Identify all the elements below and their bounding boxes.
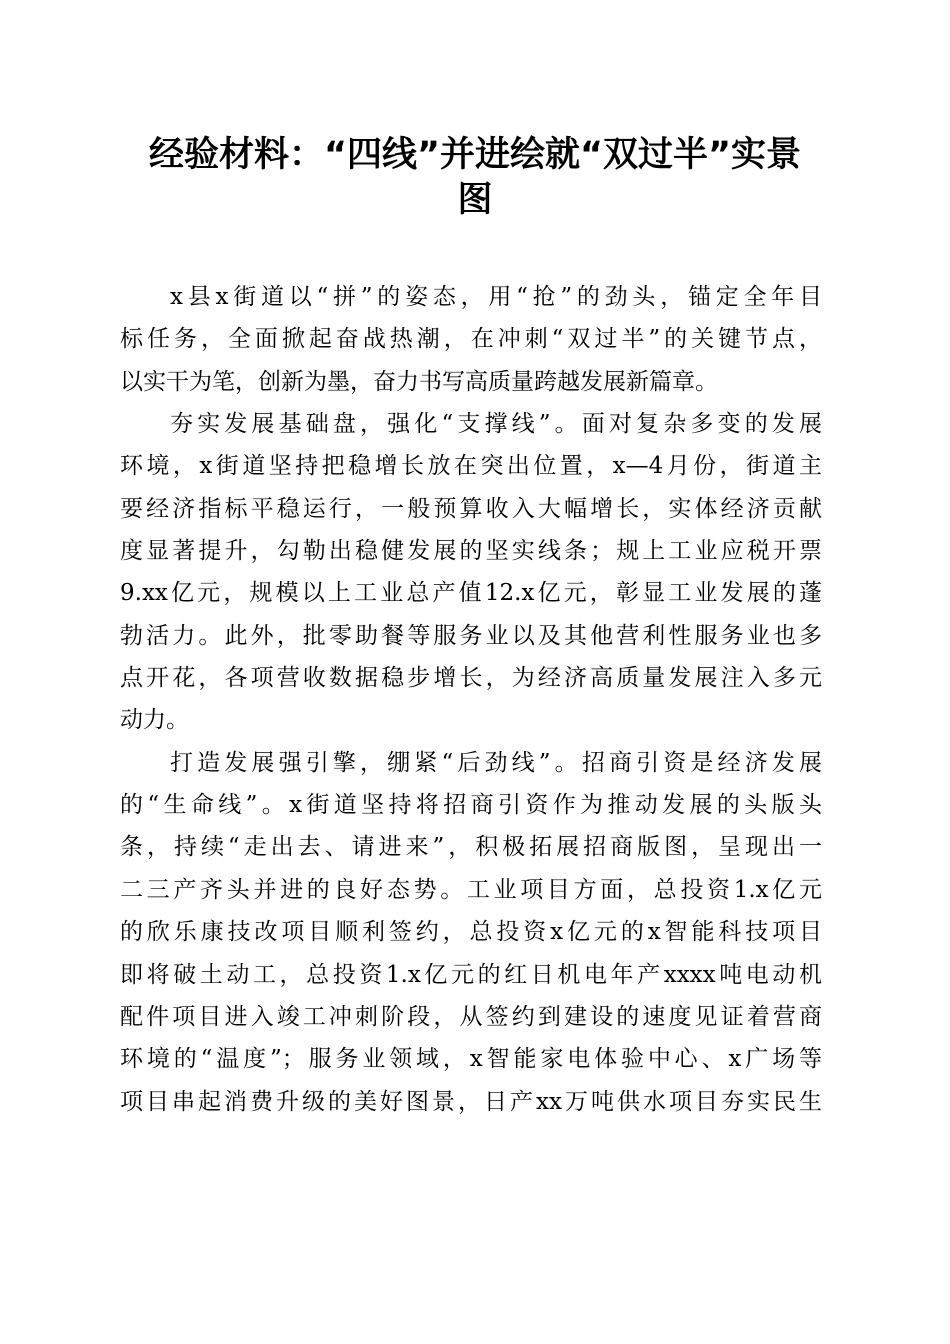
title-line: 图	[457, 180, 493, 220]
text-line: 夯实发展基础盘，强化“支撑线”。面对复杂多变的发展	[170, 411, 822, 438]
document-body	[120, 276, 822, 1123]
text-line: 项目串起消费升级的美好图景，日产xx万吨供水项目夯实民生	[120, 1088, 822, 1115]
text-line: 以实干为笔，创新为墨，奋力书写高质量跨越发展新篇章。	[120, 368, 718, 395]
text-line: 9.xx亿元，规模以上工业总产值12.x亿元，彰显工业发展的蓬	[120, 580, 822, 607]
text-line: 即将破土动工，总投资1.x亿元的红日机电年产xxxx吨电动机	[120, 961, 822, 988]
text-line: 的“生命线”。x街道坚持将招商引资作为推动发展的头版头	[120, 792, 822, 819]
text-line: 勃活力。此外，批零助餐等服务业以及其他营利性服务业也多	[120, 622, 822, 649]
text-line: 环境的“温度”；服务业领域，x智能家电体验中心、x广场等	[120, 1046, 822, 1073]
title-line: 经验材料：“四线”并进绘就“双过半”实景	[148, 135, 801, 175]
document-title	[100, 133, 850, 223]
text-line: 配件项目进入竣工冲刺阶段，从签约到建设的速度见证着营商	[120, 1003, 822, 1030]
text-line: 要经济指标平稳运行，一般预算收入大幅增长，实体经济贡献	[120, 495, 822, 522]
text-line: 二三产齐头并进的良好态势。工业项目方面，总投资1.x亿元	[120, 876, 822, 903]
paragraph-intro	[120, 276, 822, 403]
text-line: 点开花，各项营收数据稳步增长，为经济高质量发展注入多元	[120, 665, 822, 692]
text-line: 环境，x街道坚持把稳增长放在突出位置，x—4月份，街道主	[120, 453, 822, 480]
paragraph-momentum-line	[120, 742, 822, 1123]
text-line: x县x街道以“拼”的姿态，用“抢”的劲头，锚定全年目	[170, 284, 822, 310]
text-line: 度显著提升，勾勒出稳健发展的坚实线条；规上工业应税开票	[120, 538, 822, 565]
paragraph-support-line	[120, 403, 822, 742]
text-line: 动力。	[120, 707, 189, 734]
text-line: 标任务，全面掀起奋战热潮，在冲刺“双过半”的关键节点，	[120, 326, 822, 353]
text-line: 打造发展强引擎，绷紧“后劲线”。招商引资是经济发展	[170, 749, 822, 776]
text-line: 条，持续“走出去、请进来”，积极拓展招商版图，呈现出一	[120, 834, 822, 861]
text-line: 的欣乐康技改项目顺利签约，总投资x亿元的x智能科技项目	[120, 919, 822, 946]
